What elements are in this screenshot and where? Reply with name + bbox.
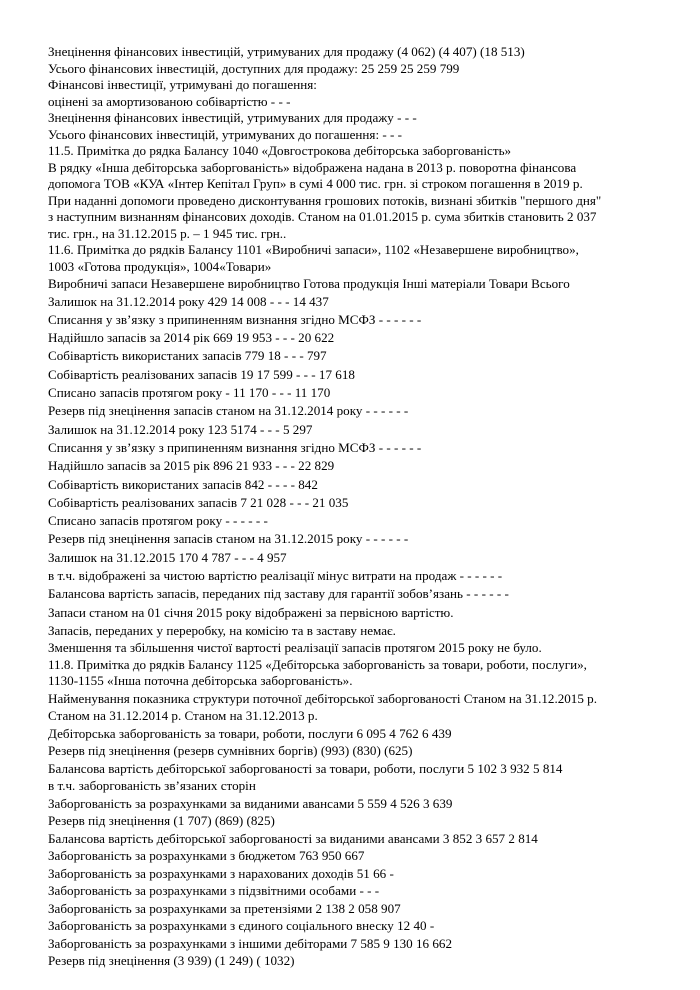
table-row-line: Надійшло запасів за 2015 рік 896 21 933 - - - 22 829 [48, 458, 335, 474]
text-line: Зменшення та збільшення чистої вартості реалізації запасів протягом 2015 року не було. [48, 640, 542, 656]
table-row-line: Балансова вартість дебіторської заборгованості за виданими авансами 3 852 3 657 2 814 [48, 830, 538, 846]
table-row-line: Заборгованість за розрахунками з іншими дебіторами 7 585 9 130 16 662 [48, 935, 453, 951]
table-row-line: Заборгованість за розрахунками з бюджетом 763 950 667 [48, 848, 365, 864]
table-row-line: в т.ч. заборгованість зв’язаних сторін [48, 778, 256, 794]
table-row-line: Собівартість реалізованих запасів 19 17 599 - - - 17 618 [48, 366, 355, 382]
table-row-line: в т.ч. відображені за чистою вартістю реалізації мінус витрати на продаж - - - - - - [48, 568, 503, 584]
table-row-line: Собівартість використаних запасів 842 - - - - 842 [48, 476, 318, 492]
text-line: Усього фінансових інвестицій, утримуваних до погашення: - - - [48, 126, 402, 142]
table-row-line: Списано запасів протягом року - - - - - - [48, 513, 268, 529]
text-line: з наступним визнанням фінансових доходів. Станом на 01.01.2015 р. сума збитків становить 2 037 [48, 209, 597, 224]
text-line: оцінені за амортизованою собівартістю - - - [48, 93, 291, 109]
table-row-line: Заборгованість за розрахунками з підзвітними особами - - - [48, 883, 380, 899]
table-row-line: Списання у зв’язку з припиненням визнання згідно МСФЗ - - - - - - [48, 312, 422, 327]
text-line: Усього фінансових інвестицій, доступних для продажу: 25 259 25 259 799 [48, 60, 460, 76]
table-row-line: Залишок на 31.12.2014 року 123 5174 - - - 5 297 [48, 421, 313, 437]
table-row-line: Списано запасів протягом року - 11 170 - - - 11 170 [48, 385, 331, 401]
text-line: В рядку «Інша дебіторська заборгованість» відображена надана в 2013 р. поворотна фінансова [48, 159, 577, 175]
text-line: допомога ТОВ «КУА «Інтер Кепітал Груп» в сумі 4 000 тис. грн. зі строком погашення в 2019 р. [48, 176, 583, 191]
text-line: 1003 «Готова продукція», 1004«Товари» [48, 258, 272, 274]
table-row-line: Залишок на 31.12.2015 170 4 787 - - - 4 957 [48, 549, 287, 565]
table-header-line: Виробничі запаси Незавершене виробництво Готова продукція Інші матеріали Товари Всього [48, 276, 570, 291]
table-row-line: Собівартість використаних запасів 779 18 - - - 797 [48, 348, 327, 364]
text-line: тис. грн., на 31.12.2015 р. – 1 945 тис. грн.. [48, 225, 287, 241]
text-line: Знецінення фінансових інвестицій, утримуваних для продажу - - - [48, 110, 417, 125]
table-row-line: Заборгованість за розрахунками з нарахованих доходів 51 66 - [48, 865, 394, 881]
table-row-line: Надійшло запасів за 2014 рік 669 19 953 - - - 20 622 [48, 330, 335, 346]
table-row-line: Заборгованість за розрахунками з єдиного соціального внеску 12 40 - [48, 918, 435, 934]
text-line: Знецінення фінансових інвестицій, утримуваних для продажу (4 062) (4 407) (18 513) [48, 44, 525, 59]
section-heading: 11.8. Примітка до рядків Балансу 1125 «Дебіторська заборгованість за товари, роботи, послуги», [48, 656, 587, 672]
text-line: Фінансові інвестиції, утримувані до погашення: [48, 77, 317, 92]
table-row-line: Собівартість реалізованих запасів 7 21 028 - - - 21 035 [48, 494, 349, 510]
table-row-line: Балансова вартість дебіторської заборгованості за товари, роботи, послуги 5 102 3 932 5 814 [48, 760, 563, 776]
table-row-line: Списання у зв’язку з припиненням визнання згідно МСФЗ - - - - - - [48, 439, 422, 455]
table-row-line: Дебіторська заборгованість за товари, роботи, послуги 6 095 4 762 6 439 [48, 725, 452, 741]
section-heading: 11.6. Примітка до рядків Балансу 1101 «Виробничі запаси», 1102 «Незавершене виробництво», [48, 242, 579, 257]
table-row-line: Резерв під знецінення (3 939) (1 249) ( 1032) [48, 953, 295, 969]
table-row-line: Балансова вартість запасів, переданих під заставу для гарантії зобов’язань - - - - - - [48, 586, 509, 602]
table-row-line: Резерв під знецінення (1 707) (869) (825) [48, 813, 275, 829]
table-row-line: Заборгованість за розрахунками за виданими авансами 5 559 4 526 3 639 [48, 795, 453, 811]
text-line: Запаси станом на 01 січня 2015 року відображені за первісною вартістю. [48, 604, 454, 620]
table-row-line: Резерв під знецінення (резерв сумнівних боргів) (993) (830) (625) [48, 743, 413, 759]
table-row-line: Резерв під знецінення запасів станом на 31.12.2015 року - - - - - - [48, 531, 409, 547]
document-page [48, 44, 688, 970]
table-row-line: Резерв під знецінення запасів станом на 31.12.2014 року - - - - - - [48, 403, 409, 419]
text-line: 1130-1155 «Інша поточна дебіторська заборгованість». [48, 673, 353, 689]
text-line: При наданні допомоги проведено дисконтування грошових потоків, визнані збитків "першого дня" [48, 192, 602, 208]
table-row-line: Заборгованість за розрахунками за претензіями 2 138 2 058 907 [48, 900, 401, 916]
table-row-line: Залишок на 31.12.2014 року 429 14 008 - - - 14 437 [48, 293, 329, 309]
text-line: Запасів, переданих у переробку, на комісію та в заставу немає. [48, 622, 396, 638]
table-header-line: Найменування показника структури поточної дебіторської заборгованості Станом на 31.12.2015 р. [48, 690, 597, 706]
table-header-line: Станом на 31.12.2014 р. Станом на 31.12.2013 р. [48, 708, 318, 724]
section-heading: 11.5. Примітка до рядка Балансу 1040 «Довгострокова дебіторська заборгованість» [48, 143, 512, 158]
